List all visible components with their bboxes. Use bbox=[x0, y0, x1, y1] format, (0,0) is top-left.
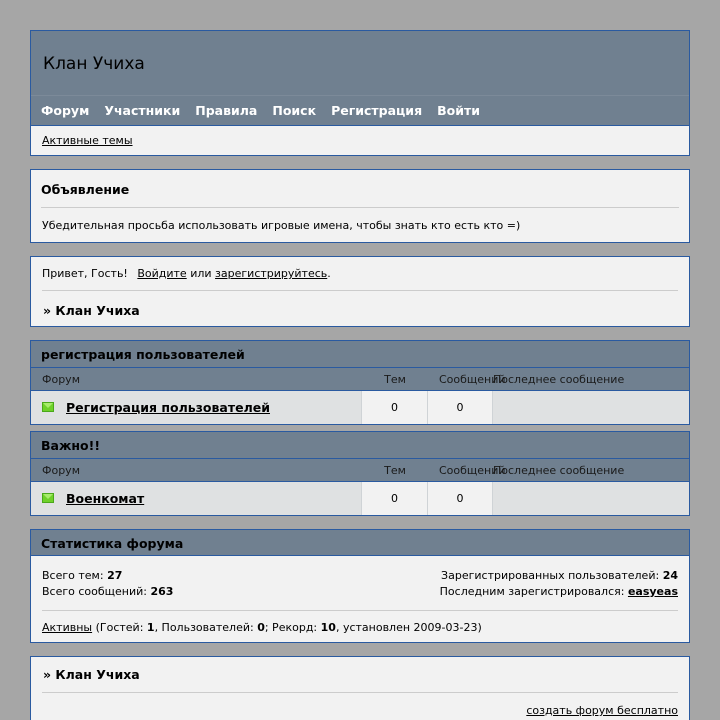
announcement-text: Убедительная просьба использовать игровые имена, чтобы знать кто есть кто =) bbox=[42, 219, 521, 232]
footer-breadcrumb: » Клан Учиха bbox=[42, 667, 678, 693]
nav-login[interactable]: Войти bbox=[437, 103, 480, 118]
category-title: Важно!! bbox=[31, 432, 689, 458]
col-topics: Тем bbox=[384, 372, 406, 386]
category-important bbox=[30, 431, 690, 516]
nav-forum[interactable]: Форум bbox=[41, 103, 90, 118]
category-title: регистрация пользователей bbox=[31, 341, 689, 367]
online-link[interactable]: Активны bbox=[42, 621, 93, 634]
last-registered-user-link[interactable]: easyeas bbox=[627, 585, 678, 598]
stats-title: Статистика форума bbox=[31, 530, 689, 556]
col-topics: Тем bbox=[384, 463, 406, 477]
nav-search[interactable]: Поиск bbox=[272, 103, 317, 118]
main-nav bbox=[31, 95, 689, 125]
nav-members[interactable]: Участники bbox=[104, 103, 181, 118]
forum-last-post bbox=[493, 482, 689, 515]
create-forum bbox=[42, 693, 678, 717]
stats-left bbox=[42, 568, 173, 600]
col-forum: Форум bbox=[42, 372, 80, 386]
col-posts: Сообщений bbox=[439, 463, 506, 477]
col-last-post: Последнее сообщение bbox=[493, 372, 625, 386]
forum-header bbox=[30, 30, 690, 156]
footer-box bbox=[30, 656, 690, 720]
forum-link[interactable]: Военкомат bbox=[66, 491, 145, 506]
active-topics-link[interactable]: Активные темы bbox=[42, 134, 133, 147]
users-value: 0 bbox=[257, 621, 265, 634]
column-headers bbox=[31, 458, 689, 481]
forum-topics-count: 0 bbox=[362, 482, 428, 515]
forum-row bbox=[31, 390, 689, 424]
column-headers bbox=[31, 367, 689, 390]
record-date: , установлен 2009-03-23) bbox=[335, 621, 482, 634]
col-forum: Форум bbox=[42, 463, 80, 477]
last-registered bbox=[440, 584, 678, 600]
forum-topics-count: 0 bbox=[362, 391, 428, 424]
total-posts-value: 263 bbox=[150, 585, 174, 598]
forum-row bbox=[31, 481, 689, 515]
announcement-box bbox=[30, 169, 690, 243]
greeting-text: Привет, Гость! bbox=[42, 267, 128, 280]
forum-link[interactable]: Регистрация пользователей bbox=[66, 400, 270, 415]
guest-greeting bbox=[42, 267, 678, 291]
forum-last-post bbox=[493, 391, 689, 424]
sub-nav bbox=[31, 125, 689, 155]
period-text: . bbox=[327, 267, 331, 280]
forum-posts-count: 0 bbox=[428, 391, 493, 424]
registered-label: Зарегистрированных пользователей: bbox=[441, 569, 660, 582]
record-value: 10 bbox=[320, 621, 336, 634]
col-last-post: Последнее сообщение bbox=[493, 463, 625, 477]
last-registered-label: Последним зарегистрировался: bbox=[439, 585, 625, 598]
breadcrumb: » Клан Учиха bbox=[43, 303, 140, 318]
register-link[interactable]: зарегистрируйтесь bbox=[215, 267, 328, 280]
new-posts-icon bbox=[42, 493, 54, 503]
announcement-title: Объявление bbox=[41, 182, 679, 208]
registered-value: 24 bbox=[662, 569, 678, 582]
record-label: ; Рекорд: bbox=[264, 621, 318, 634]
users-label: , Пользователей: bbox=[154, 621, 254, 634]
forum-posts-count: 0 bbox=[428, 482, 493, 515]
forum-title: Клан Учиха bbox=[31, 31, 689, 95]
col-posts: Сообщений bbox=[439, 372, 506, 386]
create-forum-link[interactable]: создать форум бесплатно bbox=[526, 704, 678, 717]
guests-label: (Гостей: bbox=[95, 621, 144, 634]
welcome-box bbox=[30, 256, 690, 327]
registered-users bbox=[440, 568, 678, 584]
total-topics-label: Всего тем: bbox=[42, 569, 104, 582]
stats-right bbox=[440, 568, 678, 600]
total-posts-label: Всего сообщений: bbox=[42, 585, 147, 598]
guests-value: 1 bbox=[146, 621, 155, 634]
total-topics-value: 27 bbox=[107, 569, 123, 582]
nav-register[interactable]: Регистрация bbox=[331, 103, 423, 118]
total-posts bbox=[42, 584, 173, 600]
total-topics bbox=[42, 568, 173, 584]
new-posts-icon bbox=[42, 402, 54, 412]
nav-rules[interactable]: Правила bbox=[195, 103, 258, 118]
category-registration bbox=[30, 340, 690, 425]
or-text: или bbox=[190, 267, 212, 280]
login-link[interactable]: Войдите bbox=[137, 267, 187, 280]
forum-stats bbox=[30, 529, 690, 643]
online-users bbox=[42, 610, 678, 634]
